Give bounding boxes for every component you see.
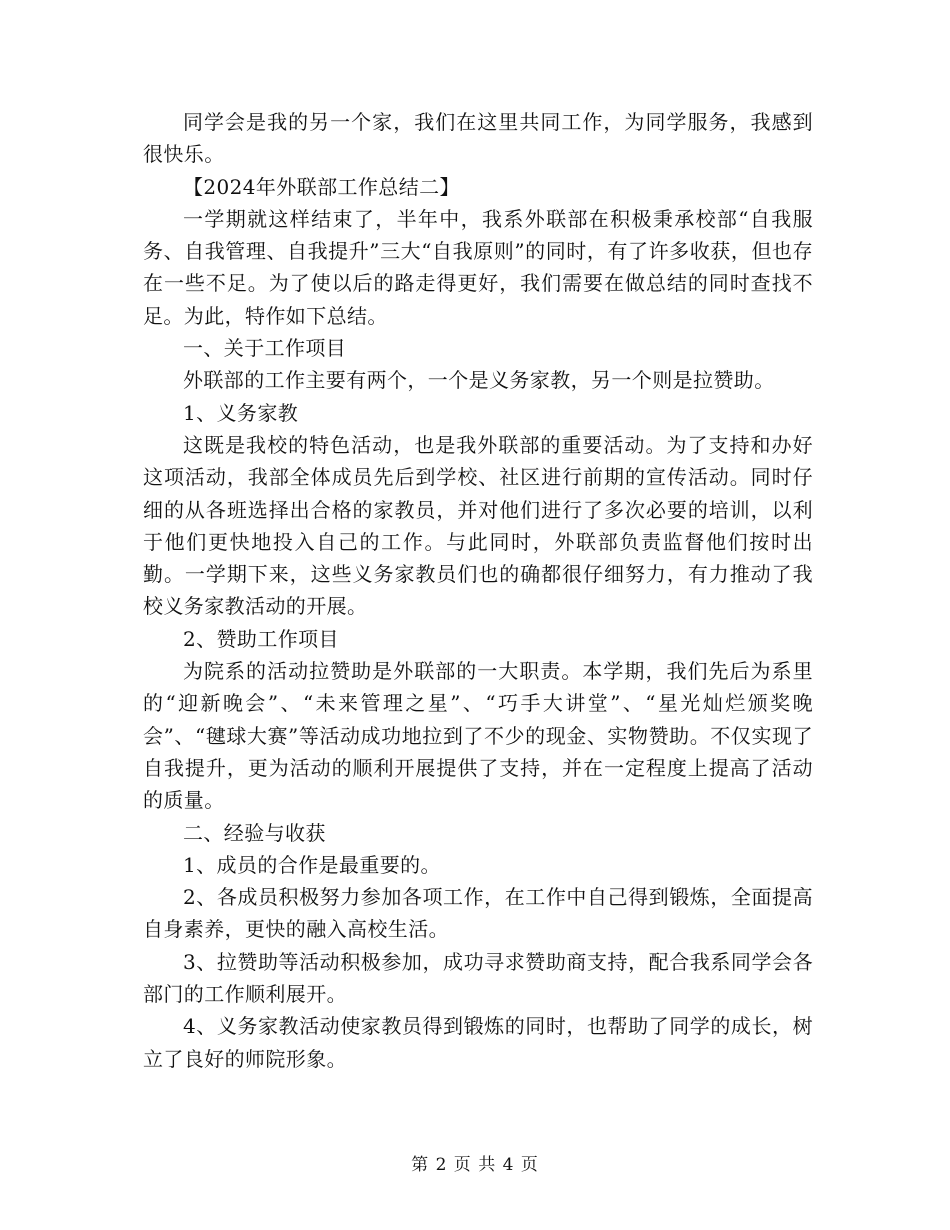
paragraph-work-overview: 外联部的工作主要有两个，一个是义务家教，另一个则是拉赞助。 bbox=[183, 368, 775, 393]
heading-experience: 二、经验与收获 bbox=[183, 820, 326, 845]
paragraph-tutoring: 这既是我校的特色活动，也是我外联部的重要活动。为了支持和办好这项活动，我部全体成员先后到学校、社区进行前期的宣传活动。同时仔细的从各班选择出合格的家教员，并对他们进行了多次必要的培训，以利于他们更快地投入自己的工作。与此同时，外联部负责监督他们按时出勤。一学期下来，这些义务家教员们也的确都很仔细努力，有力推动了我校义务家教活动的开展。 bbox=[143, 432, 813, 619]
heading-sponsorship: 2、赞助工作项目 bbox=[183, 626, 339, 651]
document-body bbox=[143, 106, 813, 1075]
heading-tutoring: 1、义务家教 bbox=[183, 400, 299, 425]
page-number-footer: 第 2 页 共 4 页 bbox=[411, 1155, 539, 1175]
paragraph-closing-line: 同学会是我的另一个家，我们在这里共同工作，为同学服务，我感到很快乐。 bbox=[143, 110, 813, 167]
list-item: 1、成员的合作是最重要的。 bbox=[183, 852, 441, 877]
paragraph-intro: 一学期就这样结束了，半年中，我系外联部在积极秉承校部“自我服务、自我管理、自我提升”三大“自我原则”的同时，有了许多收获，但也存在一些不足。为了使以后的路走得更好，我们需要在做总结的同时查找不足。为此，特作如下总结。 bbox=[143, 206, 813, 328]
list-item: 2、各成员积极努力参加各项工作，在工作中自己得到锻炼，全面提高自身素养，更快的融入高校生活。 bbox=[143, 885, 813, 942]
section-title: 【2024年外联部工作总结二】 bbox=[183, 174, 460, 199]
list-item: 3、拉赞助等活动积极参加，成功寻求赞助商支持，配合我系同学会各部门的工作顺利展开。 bbox=[143, 949, 813, 1007]
heading-work-projects: 一、关于工作项目 bbox=[183, 336, 347, 361]
paragraph-sponsorship: 为院系的活动拉赞助是外联部的一大职责。本学期，我们先后为系里的“迎新晚会”、“未来管理之星”、“巧手大讲堂”、“星光灿烂颁奖晚会”、“毽球大赛”等活动成功地拉到了不少的现金、实物赞助。不仅实现了自我提升，更为活动的顺利开展提供了支持，并在一定程度上提高了活动的质量。 bbox=[143, 659, 813, 813]
list-item: 4、义务家教活动使家教员得到锻炼的同时，也帮助了同学的成长，树立了良好的师院形象。 bbox=[143, 1014, 813, 1071]
